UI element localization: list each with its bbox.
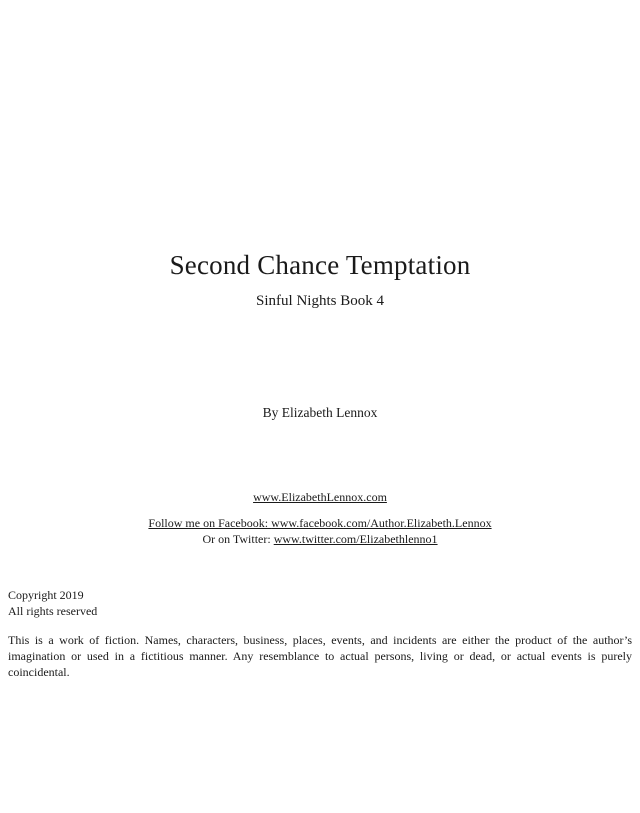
twitter-link[interactable]: www.twitter.com/Elizabethlenno1	[273, 532, 438, 546]
facebook-line	[0, 516, 640, 531]
website-link[interactable]: www.ElizabethLennox.com	[253, 490, 387, 504]
facebook-link[interactable]	[148, 516, 491, 530]
twitter-prefix: Or on Twitter:	[202, 532, 274, 546]
series-subtitle: Sinful Nights Book 4	[256, 293, 384, 309]
rights-notice: All rights reserved	[8, 603, 98, 618]
fiction-disclaimer: This is a work of fiction. Names, characters, business, places, events, and incidents are either the product of the author’s imagination or used in a fictitious manner. Any resemblance to actual persons, living or dead, or actual events is purely coincidental.	[8, 633, 632, 679]
book-title: Second Chance Temptation	[169, 250, 471, 280]
website-line	[0, 490, 640, 505]
author-byline: By Elizabeth Lennox	[262, 405, 378, 420]
facebook-prefix: Follow me on Facebook:	[148, 516, 272, 530]
twitter-line	[0, 532, 640, 547]
facebook-url: www.facebook.com/Author.Elizabeth.Lennox	[271, 516, 492, 530]
copyright-notice: Copyright 2019	[8, 588, 84, 602]
